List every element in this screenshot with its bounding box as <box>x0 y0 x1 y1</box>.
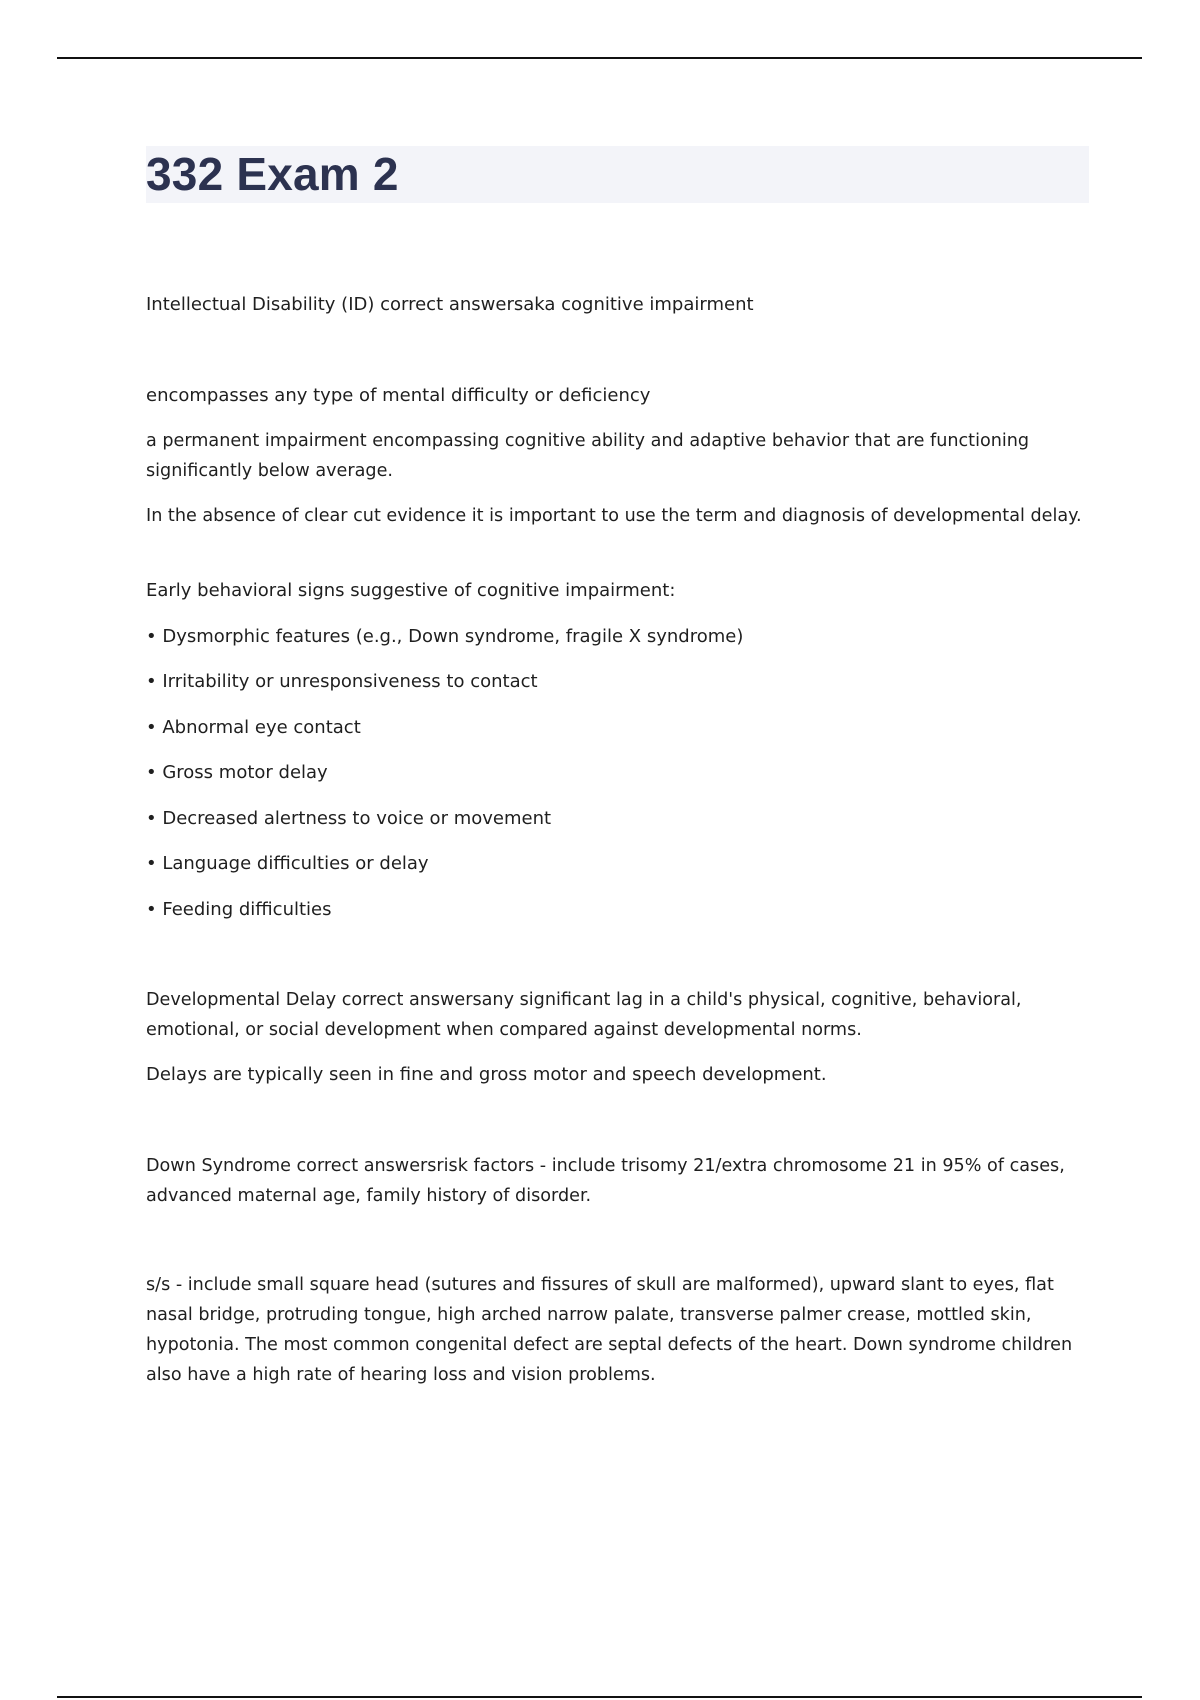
paragraph-developmental-delay: Developmental Delay correct answersany significant lag in a child's physical, cognitive, behavioral, emotional, or social development when compared against developmental norms. <box>146 990 1022 1040</box>
list-item: • Dysmorphic features (e.g., Down syndrome, fragile X syndrome) <box>146 626 744 647</box>
page-title: 332 Exam 2 <box>146 148 399 200</box>
paragraph-early-signs: Early behavioral signs suggestive of cognitive impairment: <box>146 580 676 601</box>
list-item: • Irritability or unresponsiveness to contact <box>146 671 538 692</box>
list-item: • Abnormal eye contact <box>146 717 361 738</box>
paragraph-id-definition: encompasses any type of mental difficulty or deficiency <box>146 385 651 406</box>
paragraph-delay-types: Delays are typically seen in fine and gross motor and speech development. <box>146 1064 827 1085</box>
bottom-rule <box>57 1696 1142 1698</box>
list-item: • Decreased alertness to voice or movement <box>146 808 552 829</box>
paragraph-down-syndrome-signs: s/s - include small square head (sutures and fissures of skull are malformed), upward slant to eyes, flat nasal bridge, protruding tongue, high arched narrow palate, transverse palmer crease, mottled skin, hypotonia. The most common congenital defect are septal defects of the heart. Down syndrome children also have a high rate of hearing loss and vision problems. <box>146 1275 1073 1385</box>
paragraph-down-syndrome-risk: Down Syndrome correct answersrisk factors - include trisomy 21/extra chromosome 21 in 95% of cases, advanced maternal age, family history of disorder. <box>146 1156 1065 1206</box>
list-item: • Feeding difficulties <box>146 899 332 920</box>
list-item: • Gross motor delay <box>146 762 328 783</box>
list-item: • Language difficulties or delay <box>146 853 429 874</box>
paragraph-intellectual-disability: Intellectual Disability (ID) correct answersaka cognitive impairment <box>146 294 754 315</box>
paragraph-clear-cut-evidence: In the absence of clear cut evidence it is important to use the term and diagnosis of developmental delay. <box>146 506 1082 526</box>
top-rule <box>57 57 1142 59</box>
paragraph-permanent-impairment: a permanent impairment encompassing cognitive ability and adaptive behavior that are functioning significantly below average. <box>146 431 1030 481</box>
